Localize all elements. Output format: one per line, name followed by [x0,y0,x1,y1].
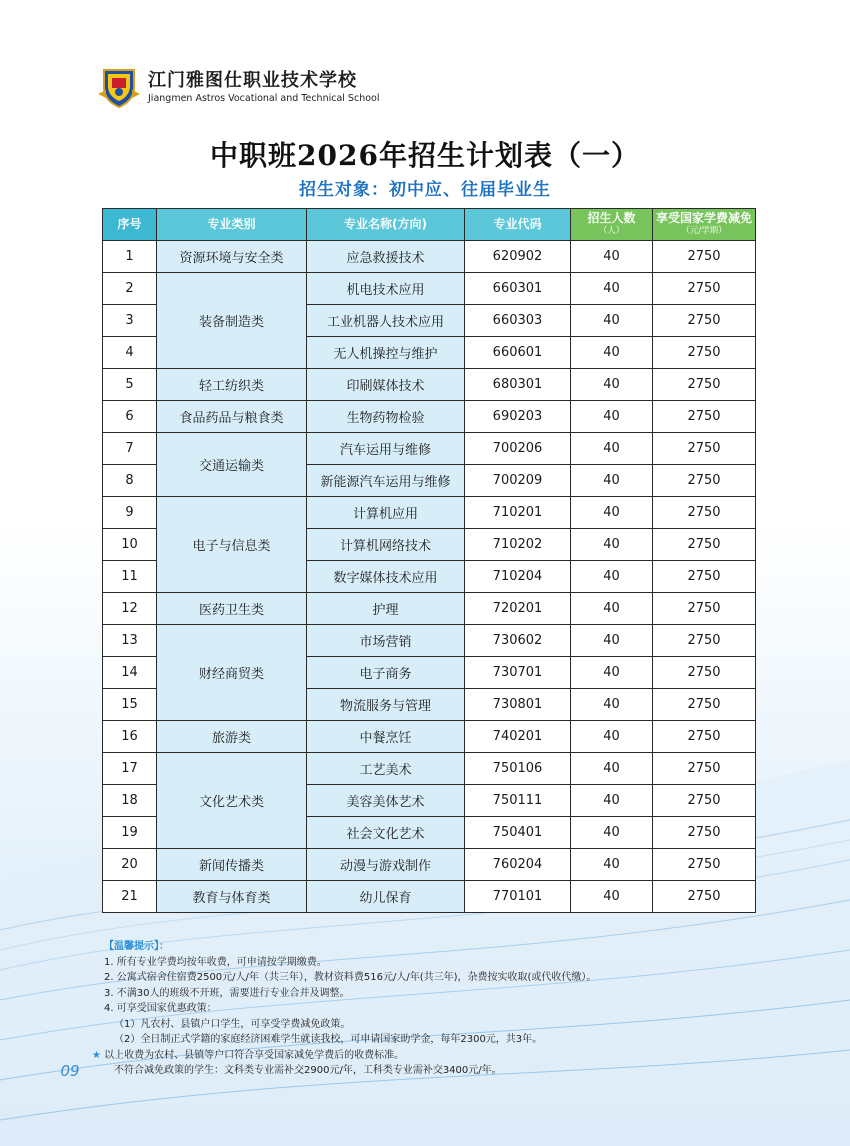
row-fee: 2750 [653,497,756,529]
row-code: 660601 [465,337,571,369]
row-enroll: 40 [571,625,653,657]
row-fee: 2750 [653,817,756,849]
table-row [103,497,756,529]
row-major: 无人机操控与维护 [307,337,465,369]
row-enroll: 40 [571,657,653,689]
row-major: 工艺美术 [307,753,465,785]
row-no: 16 [103,721,157,753]
notes-heading: 【温馨提示】： [104,941,169,952]
row-fee: 2750 [653,881,756,913]
row-enroll: 40 [571,273,653,305]
row-category: 装备制造类 [157,273,307,369]
row-code: 680301 [465,369,571,401]
row-fee: 2750 [653,529,756,561]
notes-section [92,939,764,1079]
row-no: 2 [103,273,157,305]
row-major: 美容美体艺术 [307,785,465,817]
school-name-en: Jiangmen Astros Vocational and Technical School [148,92,380,104]
row-category: 财经商贸类 [157,625,307,721]
row-code: 750106 [465,753,571,785]
row-category: 医药卫生类 [157,593,307,625]
table-header-row [103,209,756,241]
note-line-star [92,1048,764,1064]
row-code: 730701 [465,657,571,689]
row-enroll: 40 [571,689,653,721]
note-line: （2）全日制正式学籍的家庭经济困难学生就读我校，可申请国家助学金，每年2300元，共3年。 [114,1034,543,1045]
row-no: 18 [103,785,157,817]
star-icon: ★ [92,1049,105,1061]
note-line: 4. 可享受国家优惠政策： [104,1003,217,1014]
row-category: 食品药品与粮食类 [157,401,307,433]
row-major: 中餐烹饪 [307,721,465,753]
note-line: 1. 所有专业学费均按年收费，可申请按学期缴费。 [104,956,327,968]
row-code: 750111 [465,785,571,817]
row-fee: 2750 [653,753,756,785]
enrollment-table [102,208,756,913]
row-no: 8 [103,465,157,497]
row-code: 690203 [465,401,571,433]
row-major: 印刷媒体技术 [307,369,465,401]
row-fee: 2750 [653,657,756,689]
row-enroll: 40 [571,305,653,337]
row-major: 汽车运用与维修 [307,433,465,465]
row-no: 10 [103,529,157,561]
note-line: 不符合减免政策的学生：文科类专业需补交2900元/年，工科类专业需补交3400元/年。 [114,1065,502,1076]
row-fee: 2750 [653,785,756,817]
row-enroll: 40 [571,497,653,529]
row-fee: 2750 [653,369,756,401]
row-no: 13 [103,625,157,657]
row-major: 市场营销 [307,625,465,657]
header-no: 序号 [103,209,157,241]
row-enroll: 40 [571,465,653,497]
row-code: 730602 [465,625,571,657]
row-major: 计算机应用 [307,497,465,529]
row-category: 电子与信息类 [157,497,307,593]
row-category: 旅游类 [157,721,307,753]
table-row [103,625,756,657]
row-code: 720201 [465,593,571,625]
row-major: 护理 [307,593,465,625]
row-code: 710202 [465,529,571,561]
row-enroll: 40 [571,817,653,849]
row-no: 15 [103,689,157,721]
row-no: 12 [103,593,157,625]
table-row [103,369,756,401]
row-enroll: 40 [571,561,653,593]
school-logo-icon [96,64,142,110]
row-no: 9 [103,497,157,529]
row-category: 交通运输类 [157,433,307,497]
school-header [96,64,379,110]
row-major: 电子商务 [307,657,465,689]
row-code: 620902 [465,241,571,273]
row-code: 660301 [465,273,571,305]
row-enroll: 40 [571,785,653,817]
row-code: 740201 [465,721,571,753]
row-category: 轻工纺织类 [157,369,307,401]
header-enroll-unit: （人） [598,225,625,236]
row-no: 4 [103,337,157,369]
row-major: 生物药物检验 [307,401,465,433]
row-enroll: 40 [571,881,653,913]
row-fee: 2750 [653,337,756,369]
header-major: 专业名称(方向) [307,209,465,241]
row-no: 7 [103,433,157,465]
row-fee: 2750 [653,593,756,625]
row-major: 新能源汽车运用与维修 [307,465,465,497]
row-no: 14 [103,657,157,689]
row-major: 应急救援技术 [307,241,465,273]
row-code: 760204 [465,849,571,881]
table-row [103,753,756,785]
page-subtitle: 招生对象：初中应、往届毕业生 [299,180,551,200]
row-major: 数字媒体技术应用 [307,561,465,593]
row-no: 19 [103,817,157,849]
note-line: （1）凡农村、县镇户口学生，可享受学费减免政策。 [114,1018,351,1030]
row-enroll: 40 [571,721,653,753]
header-code: 专业代码 [465,209,571,241]
row-major: 机电技术应用 [307,273,465,305]
row-no: 11 [103,561,157,593]
row-code: 710201 [465,497,571,529]
row-fee: 2750 [653,241,756,273]
row-code: 770101 [465,881,571,913]
note-line: 3. 不满30人的班级不开班，需要进行专业合并及调整。 [104,987,350,999]
row-fee: 2750 [653,561,756,593]
school-name-cn: 江门雅图仕职业技术学校 [148,69,357,91]
row-fee: 2750 [653,273,756,305]
row-code: 710204 [465,561,571,593]
table-row [103,273,756,305]
header-fee-unit: （元/学期） [681,225,727,236]
row-code: 700206 [465,433,571,465]
row-code: 750401 [465,817,571,849]
row-major: 计算机网络技术 [307,529,465,561]
row-fee: 2750 [653,433,756,465]
row-category: 资源环境与安全类 [157,241,307,273]
row-no: 17 [103,753,157,785]
row-fee: 2750 [653,689,756,721]
row-category: 教育与体育类 [157,881,307,913]
row-fee: 2750 [653,305,756,337]
row-enroll: 40 [571,337,653,369]
page-number: 09 [60,1062,80,1080]
row-no: 5 [103,369,157,401]
table-row [103,241,756,273]
row-major: 动漫与游戏制作 [307,849,465,881]
row-code: 660303 [465,305,571,337]
header-category: 专业类别 [157,209,307,241]
table-row [103,401,756,433]
row-enroll: 40 [571,593,653,625]
row-enroll: 40 [571,369,653,401]
note-line: 以上收费为农村、县镇等户口符合享受国家减免学费后的收费标准。 [104,1049,405,1061]
header-enroll [571,209,653,241]
row-code: 730801 [465,689,571,721]
row-no: 20 [103,849,157,881]
row-no: 6 [103,401,157,433]
table-row [103,433,756,465]
row-fee: 2750 [653,465,756,497]
row-enroll: 40 [571,529,653,561]
row-enroll: 40 [571,241,653,273]
row-enroll: 40 [571,849,653,881]
row-no: 1 [103,241,157,273]
header-fee [653,209,756,241]
row-fee: 2750 [653,849,756,881]
row-fee: 2750 [653,625,756,657]
row-major: 物流服务与管理 [307,689,465,721]
row-major: 社会文化艺术 [307,817,465,849]
row-no: 3 [103,305,157,337]
row-major: 幼儿保育 [307,881,465,913]
table-row [103,721,756,753]
row-fee: 2750 [653,401,756,433]
table-row [103,849,756,881]
page-title: 中职班2026年招生计划表（一） [210,139,640,172]
header-fee-label: 享受国家学费减免 [655,210,752,225]
header-enroll-label: 招生人数 [587,210,636,225]
row-category: 新闻传播类 [157,849,307,881]
row-enroll: 40 [571,401,653,433]
row-fee: 2750 [653,721,756,753]
row-major: 工业机器人技术应用 [307,305,465,337]
row-enroll: 40 [571,433,653,465]
row-category: 文化艺术类 [157,753,307,849]
row-no: 21 [103,881,157,913]
row-enroll: 40 [571,753,653,785]
table-row [103,881,756,913]
note-line: 2. 公寓式宿舍住宿费2500元/人/年（共三年），教材资料费516元/人/年(共三年)，杂费按实收取(或代收代缴）。 [104,972,597,983]
row-code: 700209 [465,465,571,497]
table-row [103,593,756,625]
